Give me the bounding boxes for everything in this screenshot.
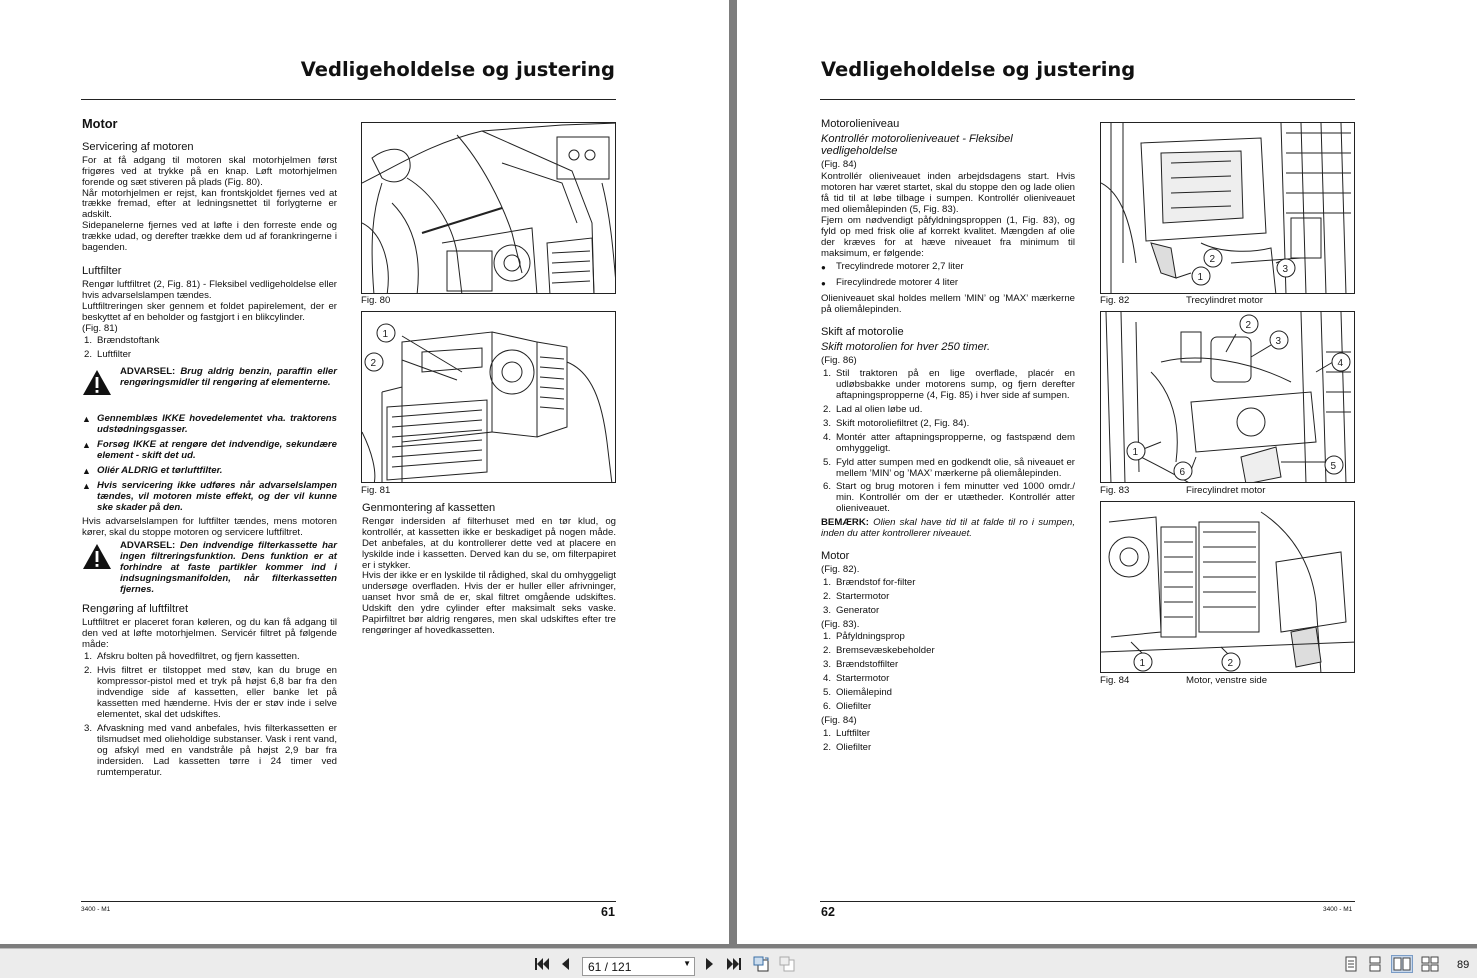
list-item: 6. Oliefilter	[822, 700, 872, 712]
subsection-title: Rengøring af luftfiltret	[82, 602, 189, 615]
list-item: 1. Brændstoftank	[83, 335, 160, 347]
figure-callout-label: 3	[1282, 264, 1289, 275]
page-62	[737, 0, 1477, 944]
subsection-subtitle: Skift motorolien for hver 250 timer.	[821, 341, 991, 354]
figure-caption: Fig. 83 Firecylindret motor	[1100, 485, 1266, 496]
two-page-view-icon[interactable]	[1391, 955, 1413, 973]
footer-code: 3400 - M1	[1323, 906, 1353, 913]
subsection-title: Genmontering af kassetten	[362, 502, 496, 514]
warning-box	[82, 367, 337, 400]
list-item: 6. Start og brug motoren i fem minutter ved 1000 omdr./ min. Kontrollér om der er utætheder. Kontrollér atter olieniveauet.	[822, 481, 1075, 515]
figure-84-illustration	[1100, 501, 1355, 673]
figure-callout-label: 2	[1227, 658, 1234, 669]
figure-81-illustration	[361, 311, 616, 483]
subsection-title: Luftfilter	[82, 264, 122, 277]
list-item: 2. Bremsevæskebeholder	[822, 645, 935, 657]
paragraph: Rengør luftfiltret (2, Fig. 81) - Fleksibel vedligeholdelse eller hvis advarselslampen tændes.	[82, 278, 337, 301]
list-item: 2. Lad al olien løbe ud.	[822, 404, 923, 416]
list-item: 3. Brændstoffilter	[822, 659, 899, 671]
paragraph: Luftfiltreringen sker gennem et foldet papirelement, der er beskyttet af en beholder og fastgjort i en blikcylinder.	[82, 300, 337, 323]
figure-callout-label: 3	[1275, 336, 1282, 347]
section-title: Motor	[82, 116, 118, 131]
list-item: 1. Brændstof for-filter	[822, 576, 916, 588]
figure-callout-label: 2	[370, 358, 377, 369]
figure-reference: (Fig. 82).	[821, 563, 860, 575]
subsection-title: Skift af motorolie	[821, 326, 904, 339]
two-page-continuous-view-icon[interactable]	[1420, 955, 1440, 973]
header-rule	[820, 99, 1355, 100]
numbered-list	[821, 632, 1075, 712]
list-item: ▲ Forsøg IKKE at rengøre det indvendige, sekundære element - skift det ud.	[82, 438, 337, 461]
list-item: ● Firecylindrede motorer 4 liter	[821, 277, 959, 289]
page-header: Vedligeholdelse og justering	[821, 58, 1136, 81]
figure-callout-label: 6	[1179, 467, 1186, 478]
subsection-title: Motor	[821, 549, 850, 562]
list-item: 2. Startermotor	[822, 590, 890, 602]
figure-reference: (Fig. 86)	[821, 355, 857, 367]
page-61	[0, 0, 729, 944]
list-item: 2. Luftfilter	[83, 349, 132, 361]
figure-caption: Fig. 80	[361, 295, 391, 306]
last-page-icon[interactable]	[725, 955, 743, 973]
page-number: 61	[601, 905, 615, 919]
figure-reference: (Fig. 83).	[821, 618, 860, 630]
rotate-disabled-icon[interactable]	[778, 955, 796, 973]
header-rule	[81, 99, 616, 100]
figure-callout-label: 1	[1197, 272, 1204, 283]
warning-label: ADVARSEL:	[120, 366, 176, 378]
page-header: Vedligeholdelse og justering	[300, 58, 615, 81]
chevron-down-icon[interactable]: ▼	[683, 959, 691, 968]
paragraph: Hvis der ikke er en lyskilde til rådighed, skal du omhyggeligt undersøge overfladen. Hvis der er huller eller afrivninger, uanset hvor små de er, skal filtret omgående udskiftes. Udskift den ydre cylinder efter maksimalt seks vaske. Papirfiltret bør aldrig rengøres, men skal udskiftes efter tre rengøringer af hovedkassetten.	[362, 570, 616, 636]
list-item: 1. Stil traktoren på en lige overflade, placér en udløbsbakke under motorens sump, og fjern derefter aftapningspropperne (4, Fig. 85) i hver side af sumpen.	[822, 368, 1075, 402]
figure-callout-label: 1	[382, 329, 389, 340]
navigation-toolbar	[0, 948, 1477, 978]
list-item: 1. Påfyldningsprop	[822, 631, 905, 643]
paragraph: Fjern om nødvendigt påfyldningsproppen (1, Fig. 83), og fyld op med frisk olie af korrekt kvalitet. Mængden af olie der kræves for at hæve niveauet fra minimum til maksimum, er følgende:	[821, 214, 1075, 259]
figure-callout-label: 4	[1337, 358, 1344, 369]
page-number-selector[interactable]	[582, 957, 695, 976]
paragraph: Olieniveauet skal holdes mellem ’MIN’ og ’MAX’ mærkerne på oliemålepinden.	[821, 293, 1075, 316]
figure-caption: Fig. 81	[361, 485, 391, 496]
page-indicator-text: 61 / 121	[588, 959, 632, 974]
warning-box	[82, 541, 337, 596]
numbered-list	[82, 652, 337, 778]
paragraph: Kontrollér olieniveauet inden arbejdsdagens start. Hvis motoren har været startet, skal du stoppe den og lade olien få tid til at løbe tilbage i sumpen. Kontrollér olieniveauet med oliemålepinden (5, Fig. 83).	[821, 171, 1075, 215]
list-item: 5. Fyld atter sumpen med en godkendt olie, så niveauet er mellem ’MIN’ og ’MAX’ mærkerne på oliemålepinden.	[822, 456, 1075, 479]
numbered-list	[821, 578, 1075, 617]
paragraph: Sidepanelerne fjernes ved at løfte i den forreste ende og trække udad, og derefter trække dem ud af forankringerne i bagenden.	[82, 220, 337, 254]
footer-rule	[81, 901, 616, 902]
bullet-list	[821, 262, 1075, 289]
figure-82-illustration	[1100, 122, 1355, 294]
list-item: 5. Oliemålepind	[822, 687, 892, 699]
warning-label: ADVARSEL:	[120, 540, 176, 552]
paragraph: Hvis advarselslampen for luftfilter tændes, mens motoren kører, skal du stoppe motoren og servicere luftfiltret.	[82, 516, 337, 539]
footer-rule	[820, 901, 1355, 902]
list-item: ▲ Oliér ALDRIG et tørluftfilter.	[82, 464, 223, 476]
list-item: 2. Oliefilter	[822, 741, 872, 753]
list-item: ● Trecylindrede motorer 2,7 liter	[821, 261, 964, 273]
right-column	[362, 503, 616, 637]
figure-callout-label: 1	[1132, 447, 1139, 458]
warning-icon	[82, 541, 120, 596]
subsection-title: Servicering af motoren	[82, 140, 194, 153]
list-item: 3. Skift motoroliefiltret (2, Fig. 84).	[822, 417, 970, 429]
left-column	[82, 116, 337, 781]
subsection-title: Motorolieniveau	[821, 118, 900, 130]
figure-reference: (Fig. 81)	[82, 322, 118, 334]
note: BEMÆRK: Olien skal have tid til at falde til ro i sumpen, inden du atter kontrollerer niveauet.	[821, 517, 1075, 540]
warning-bullets	[82, 414, 337, 513]
figure-callout-label: 5	[1330, 461, 1337, 472]
list-item: 3. Generator	[822, 604, 880, 616]
paragraph: Når motorhjelmen er rejst, kan frontskjoldet fjernes ved at trække fremad, efter at ledningsnettet til forlygterne er adskilt.	[82, 187, 337, 221]
next-page-icon[interactable]	[703, 955, 717, 973]
list-item: 4. Startermotor	[822, 673, 890, 685]
list-item: 1. Afskru bolten på hovedfiltret, og fjern kassetten.	[83, 651, 300, 663]
footer-code: 3400 - M1	[81, 906, 111, 913]
list-item: 3. Afvaskning med vand anbefales, hvis filterkassetten er tilsmudset med olieholdige substanser. Vask i rent vand, og afskyl med en vandstråle på højst 2,9 bar fra indersiden. Lad kassetten tørre i 24 timer ved rumtemperatur.	[83, 722, 337, 778]
paragraph: Luftfiltret er placeret foran køleren, og du kan få adgang til den ved at løfte motorhjelmen. Servicér filtret på følgende måde:	[82, 616, 337, 650]
subsection-subtitle: Kontrollér motorolieniveauet - Fleksibel vedligeholdelse	[821, 132, 1013, 158]
figure-callout-label: 1	[1139, 658, 1146, 669]
figure-80-illustration	[361, 122, 616, 294]
rotate-icon[interactable]	[752, 955, 770, 973]
figure-callout-label: 2	[1245, 320, 1252, 331]
figure-83-illustration	[1100, 311, 1355, 483]
first-page-icon[interactable]	[533, 955, 551, 973]
warning-icon	[82, 367, 120, 400]
single-page-view-icon[interactable]	[1343, 955, 1359, 973]
paragraph: For at få adgang til motoren skal motorhjelmen først frigøres ved at trykke på en knap. Løft motorhjelmen forende og sæt stiveren på plads (Fig. 80).	[82, 154, 337, 188]
list-item: 2. Hvis filtret er tilstoppet med støv, kan du bruge en kompressor-pistol med et tryk på højst 6,8 bar fra den indvendige side af kassetten, eller banke let på kassetten med hænderne. Hvis der er støv inde i selve elementet, skal det udskiftes.	[83, 665, 337, 720]
page-number: 62	[821, 905, 835, 919]
numbered-list	[821, 369, 1075, 515]
figure-reference: (Fig. 84)	[821, 159, 857, 171]
continuous-view-icon[interactable]	[1367, 955, 1383, 973]
warning-text: Den indvendige filterkassette har ingen filtreringsfunktion. Dens funktion er at forhindre at faste partikler kommer ind i indsugningsmanifolden, når filterkassetten fjernes.	[120, 540, 337, 595]
figure-reference: (Fig. 84)	[821, 714, 857, 726]
numbered-list	[82, 336, 337, 361]
paragraph: Rengør indersiden af filterhuset med en tør klud, og kontrollér, at kassetten ikke er beskadiget på nogen måde. Det anbefales, at du kontrollerer dette ved at placere en lyskilde inde i kassetten. Derved kan du se, om filterpapiret er i stykker.	[362, 515, 616, 571]
left-column	[821, 119, 1075, 757]
numbered-list	[821, 729, 1075, 754]
figure-callout-label: 2	[1209, 254, 1216, 265]
figure-caption: Fig. 82 Trecylindret motor	[1100, 295, 1263, 306]
list-item: 1. Luftfilter	[822, 727, 871, 739]
list-item: ▲ Gennemblæs IKKE hovedelementet vha. traktorens udstødningsgasser.	[82, 413, 337, 436]
figure-caption: Fig. 84 Motor, venstre side	[1100, 675, 1268, 686]
zoom-level[interactable]: 89	[1457, 959, 1470, 971]
warning-text: Brug aldrig benzin, paraffin eller rengøringsmidler til rengøring af elementerne.	[120, 366, 337, 389]
previous-page-icon[interactable]	[558, 955, 572, 973]
list-item: ▲ Hvis servicering ikke udføres når advarselslampen tændes, vil motoren miste effekt, og der vil kunne ske skader på den.	[82, 479, 337, 513]
list-item: 4. Montér atter aftapningspropperne, og fastspænd dem omhyggeligt.	[822, 431, 1075, 454]
